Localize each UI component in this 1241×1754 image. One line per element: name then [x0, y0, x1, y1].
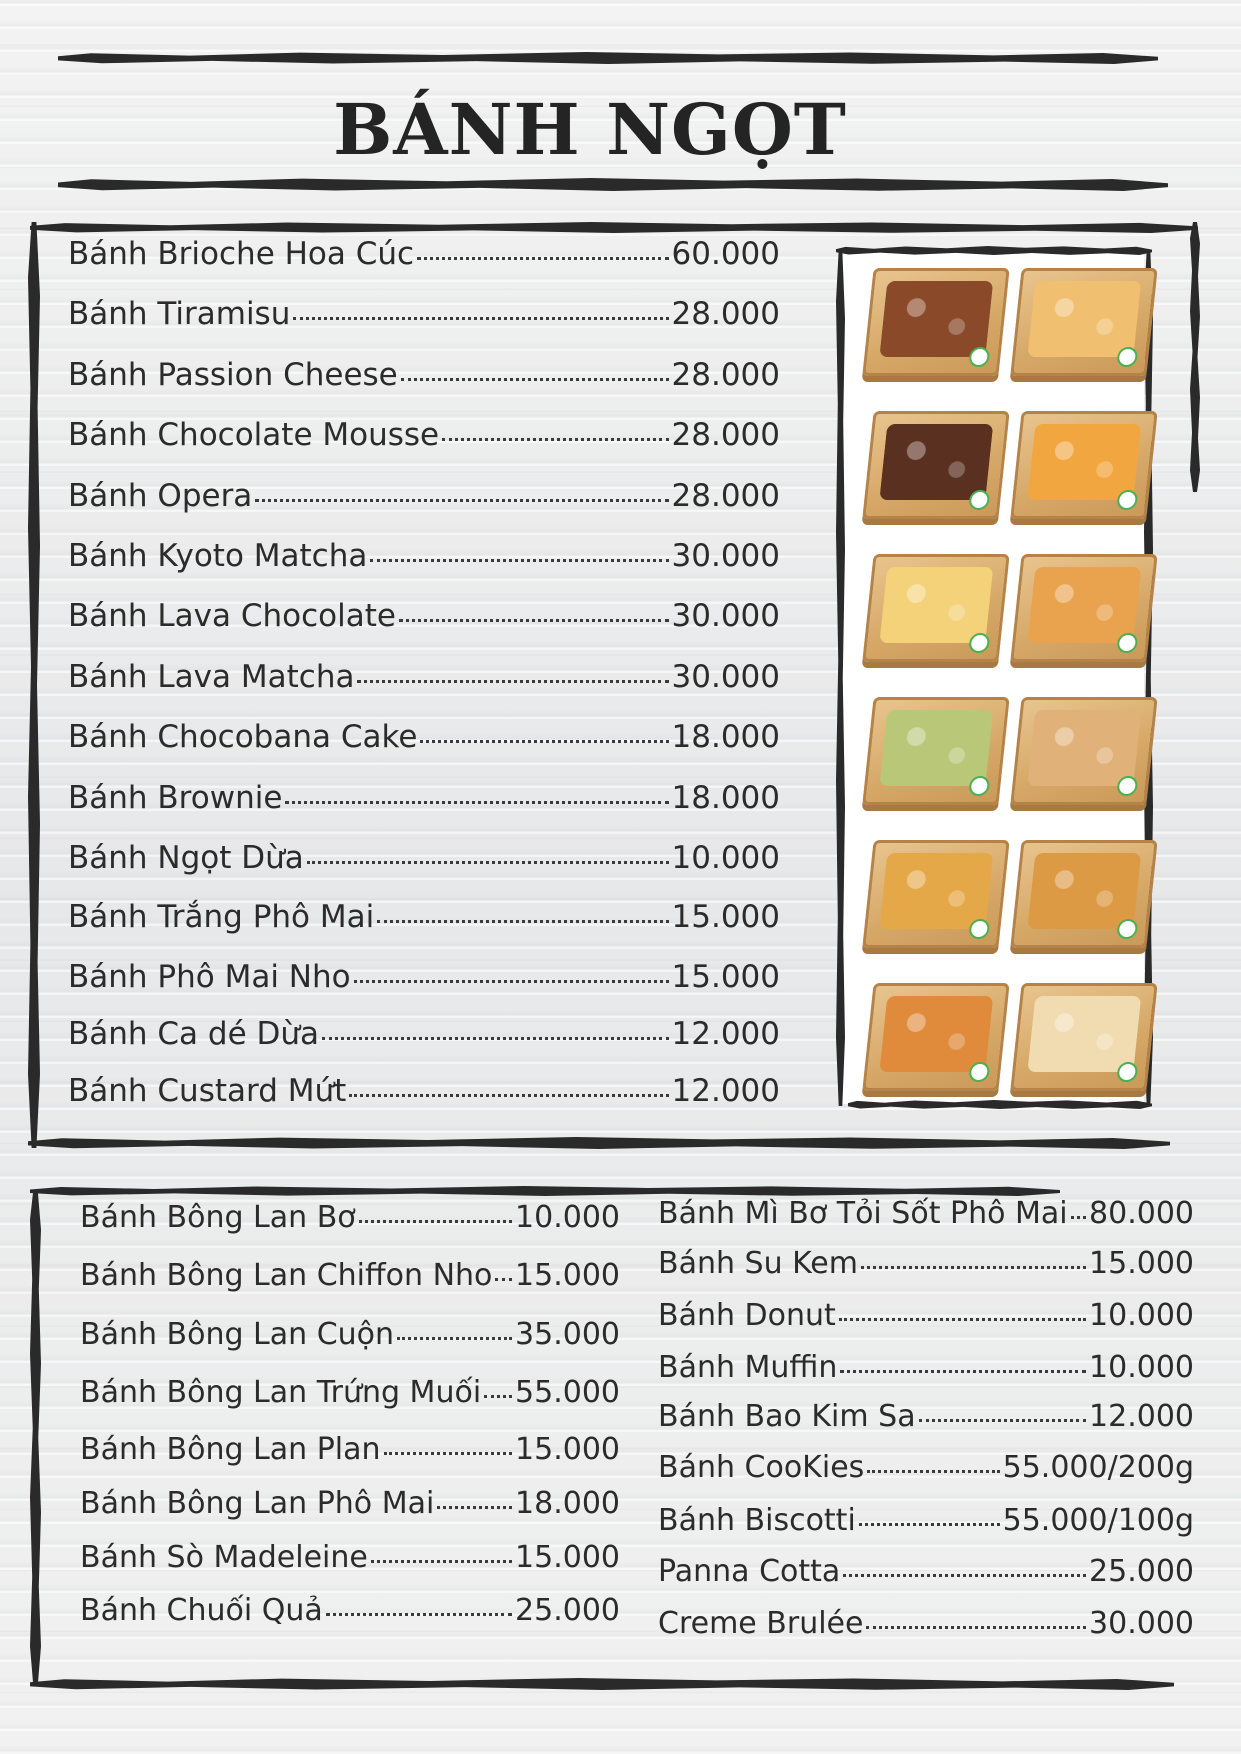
menu-item-price: 10.000: [671, 840, 780, 876]
top-frame-bottom-edge: [28, 1137, 1170, 1149]
menu-item-price: 25.000: [1089, 1554, 1194, 1589]
menu-item-name: Bánh Lava Chocolate: [68, 598, 396, 634]
menu-item-price: 15.000: [671, 959, 780, 995]
dot-leader: [1071, 1216, 1086, 1219]
menu-item: [80, 1258, 620, 1293]
menu-item-price: 30.000: [1089, 1606, 1194, 1641]
brand-logo-icon: [968, 633, 990, 653]
dot-leader: [370, 559, 668, 562]
menu-item-price: 15.000: [671, 899, 780, 935]
menu-item: [80, 1317, 620, 1352]
menu-item-price: 35.000: [515, 1317, 620, 1352]
pastry-image: [1027, 567, 1141, 643]
menu-item-name: Bánh Brioche Hoa Cúc: [68, 236, 415, 272]
menu-item: [68, 478, 780, 514]
menu-item-name: Bánh Donut: [658, 1298, 836, 1333]
brand-logo-icon: [968, 490, 990, 510]
dot-leader: [399, 619, 669, 622]
brand-logo-icon: [1116, 919, 1138, 939]
menu-item: [68, 538, 780, 574]
menu-item-price: 12.000: [671, 1073, 780, 1109]
menu-item-price: 10.000: [1089, 1350, 1194, 1385]
menu-item-name: Bánh Biscotti: [658, 1503, 856, 1538]
dot-leader: [843, 1574, 1086, 1577]
menu-item-name: Bánh Sò Madeleine: [80, 1540, 368, 1575]
brand-logo-icon: [1116, 1062, 1138, 1082]
menu-item-price: 55.000: [515, 1375, 620, 1410]
menu-item-price: 12.000: [671, 1016, 780, 1052]
product-photo-cheese-tarts-tray: [1010, 411, 1157, 519]
menu-item: [658, 1606, 1194, 1641]
dot-leader: [255, 499, 668, 502]
menu-item-price: 18.000: [515, 1486, 620, 1521]
bottom-frame-top-edge: [30, 1186, 1060, 1196]
pastry-image: [1027, 996, 1141, 1072]
menu-item-price: 55.000/100g: [1002, 1503, 1194, 1538]
menu-item-name: Bánh Ngọt Dừa: [68, 840, 304, 876]
pastry-image: [1027, 710, 1141, 786]
dot-leader: [322, 1037, 668, 1040]
menu-item: [68, 659, 780, 695]
title-top-stroke: [58, 52, 1158, 64]
dot-leader: [359, 1220, 512, 1223]
menu-item: [68, 780, 780, 816]
dot-leader: [839, 1318, 1086, 1321]
dot-leader: [307, 861, 669, 864]
menu-item: [68, 1016, 780, 1052]
menu-item-name: Bánh Mì Bơ Tỏi Sốt Phô Mai: [658, 1196, 1068, 1231]
menu-item-price: 80.000: [1089, 1196, 1194, 1231]
dot-leader: [919, 1419, 1086, 1422]
pastry-image: [1027, 853, 1141, 929]
pastry-image: [879, 281, 993, 357]
menu-item: [658, 1399, 1194, 1434]
dot-leader: [866, 1626, 1086, 1629]
product-photo-coconut-tarts-tray: [862, 840, 1009, 948]
menu-item-price: 28.000: [671, 417, 780, 453]
dot-leader: [840, 1370, 1086, 1373]
menu-item: [68, 598, 780, 634]
brand-logo-icon: [1116, 490, 1138, 510]
dot-leader: [867, 1470, 999, 1473]
menu-item-name: Bánh Custard Mứt: [68, 1073, 347, 1109]
bottom-frame-left-edge: [30, 1190, 41, 1686]
menu-item-price: 15.000: [515, 1258, 620, 1293]
pastry-image: [879, 710, 993, 786]
menu-item-price: 30.000: [671, 538, 780, 574]
menu-item: [68, 296, 780, 332]
menu-item: [80, 1432, 620, 1467]
menu-item-name: Bánh Chuối Quả: [80, 1593, 323, 1628]
menu-item-name: Bánh Ca dé Dừa: [68, 1016, 320, 1052]
menu-item: [80, 1200, 620, 1235]
menu-item-price: 28.000: [671, 357, 780, 393]
menu-item: [80, 1540, 620, 1575]
menu-item-name: Bánh Trắng Phô Mai: [68, 899, 375, 935]
menu-item: [658, 1196, 1194, 1231]
top-frame-right-edge: [1190, 222, 1200, 492]
pastry-image: [879, 996, 993, 1072]
product-photo-sponge-cake-slices-tray: [862, 554, 1009, 662]
menu-item-name: Bánh Bông Lan Bơ: [80, 1200, 356, 1235]
dot-leader: [371, 1560, 512, 1563]
menu-item: [80, 1375, 620, 1410]
menu-item-price: 60.000: [671, 236, 780, 272]
pastry-image: [1027, 424, 1141, 500]
menu-item-name: Bánh Brownie: [68, 780, 283, 816]
menu-item-name: Bánh Bông Lan Chiffon Nho: [80, 1258, 493, 1293]
brand-logo-icon: [968, 919, 990, 939]
page-title: BÁNH NGỌT: [333, 88, 847, 171]
menu-item-name: Creme Brulée: [658, 1606, 864, 1641]
product-photo-sandwich-bread-tray: [862, 983, 1009, 1091]
dot-leader: [417, 257, 668, 260]
menu-item: [68, 357, 780, 393]
menu-item-price: 55.000/200g: [1002, 1450, 1194, 1485]
dot-leader: [442, 438, 668, 441]
top-frame-top-edge: [30, 222, 1198, 233]
menu-item-price: 15.000: [515, 1432, 620, 1467]
dot-leader: [326, 1613, 512, 1616]
menu-item: [658, 1503, 1194, 1538]
photo-panel-right-edge: [1144, 250, 1153, 1106]
menu-item: [80, 1486, 620, 1521]
menu-item-name: Bánh Bông Lan Trứng Muối: [80, 1375, 482, 1410]
pastry-image: [879, 853, 993, 929]
product-photo-chocolate-mousse-tray: [862, 411, 1009, 519]
dot-leader: [354, 980, 669, 983]
dot-leader: [437, 1506, 512, 1509]
dot-leader: [861, 1266, 1086, 1269]
menu-item: [68, 899, 780, 935]
menu-item-price: 18.000: [671, 780, 780, 816]
menu-item: [68, 959, 780, 995]
menu-item-name: Bánh Bông Lan Cuộn: [80, 1317, 395, 1352]
menu-item-price: 28.000: [671, 296, 780, 332]
dot-leader: [384, 1452, 512, 1455]
menu-item-name: Bánh Phô Mai Nho: [68, 959, 351, 995]
brand-logo-icon: [968, 776, 990, 796]
menu-item: [68, 1073, 780, 1109]
product-photo-cheese-loaf-tray: [1010, 697, 1157, 805]
dot-leader: [293, 317, 668, 320]
menu-item: [68, 417, 780, 453]
menu-item-price: 15.000: [515, 1540, 620, 1575]
dot-leader: [420, 740, 668, 743]
dot-leader: [397, 1337, 512, 1340]
menu-item: [658, 1298, 1194, 1333]
menu-item-price: 18.000: [671, 719, 780, 755]
brand-logo-icon: [968, 1062, 990, 1082]
menu-item-name: Bánh Bông Lan Phô Mai: [80, 1486, 435, 1521]
brand-logo-icon: [1116, 633, 1138, 653]
menu-item-name: Bánh Muffin: [658, 1350, 838, 1385]
menu-item-name: Bánh Lava Matcha: [68, 659, 355, 695]
product-photo-raisin-roll-tray: [1010, 983, 1157, 1091]
menu-item-name: Bánh Opera: [68, 478, 253, 514]
menu-item: [658, 1554, 1194, 1589]
product-photo-layer-cake-slices-tray: [862, 268, 1009, 376]
menu-item-name: Bánh CooKies: [658, 1450, 865, 1485]
bottom-frame-bottom-edge: [30, 1678, 1174, 1690]
pastry-image: [879, 424, 993, 500]
brand-logo-icon: [1116, 776, 1138, 796]
dot-leader: [377, 920, 668, 923]
menu-item-price: 30.000: [671, 659, 780, 695]
menu-item: [658, 1450, 1194, 1485]
menu-item-price: 25.000: [515, 1593, 620, 1628]
menu-item-price: 28.000: [671, 478, 780, 514]
product-photo-madeleine-tray: [1010, 554, 1157, 662]
menu-item: [658, 1350, 1194, 1385]
brand-logo-icon: [968, 347, 990, 367]
menu-item-name: Bánh Su Kem: [658, 1246, 858, 1281]
product-photo-matcha-cake-tray: [862, 697, 1009, 805]
menu-item: [80, 1593, 620, 1628]
dot-leader: [484, 1395, 512, 1398]
top-frame-left-edge: [28, 222, 40, 1148]
menu-item: [68, 840, 780, 876]
dot-leader: [285, 801, 668, 804]
menu-item-name: Bánh Bông Lan Plan: [80, 1432, 381, 1467]
menu-item-price: 30.000: [671, 598, 780, 634]
menu-item: [658, 1246, 1194, 1281]
dot-leader: [357, 680, 668, 683]
product-photo-panel: [842, 251, 1144, 1104]
menu-item-price: 12.000: [1089, 1399, 1194, 1434]
title-bottom-stroke: [58, 178, 1168, 191]
dot-leader: [495, 1278, 512, 1281]
menu-item: [68, 719, 780, 755]
brand-logo-icon: [1116, 347, 1138, 367]
product-photo-egg-tarts-tray: [1010, 268, 1157, 376]
product-photo-croissant-tray: [1010, 840, 1157, 948]
menu-item-name: Panna Cotta: [658, 1554, 841, 1589]
menu-item-name: Bánh Chocolate Mousse: [68, 417, 440, 453]
menu-item-name: Bánh Tiramisu: [68, 296, 291, 332]
dot-leader: [349, 1094, 668, 1097]
menu-item-price: 10.000: [515, 1200, 620, 1235]
dot-leader: [859, 1523, 1000, 1526]
pastry-image: [879, 567, 993, 643]
dot-leader: [401, 378, 669, 381]
menu-item-price: 10.000: [1089, 1298, 1194, 1333]
pastry-image: [1027, 281, 1141, 357]
menu-item: [68, 236, 780, 272]
menu-item-price: 15.000: [1089, 1246, 1194, 1281]
menu-item-name: Bánh Bao Kim Sa: [658, 1399, 916, 1434]
menu-item-name: Bánh Chocobana Cake: [68, 719, 418, 755]
menu-item-name: Bánh Kyoto Matcha: [68, 538, 368, 574]
menu-item-name: Bánh Passion Cheese: [68, 357, 398, 393]
